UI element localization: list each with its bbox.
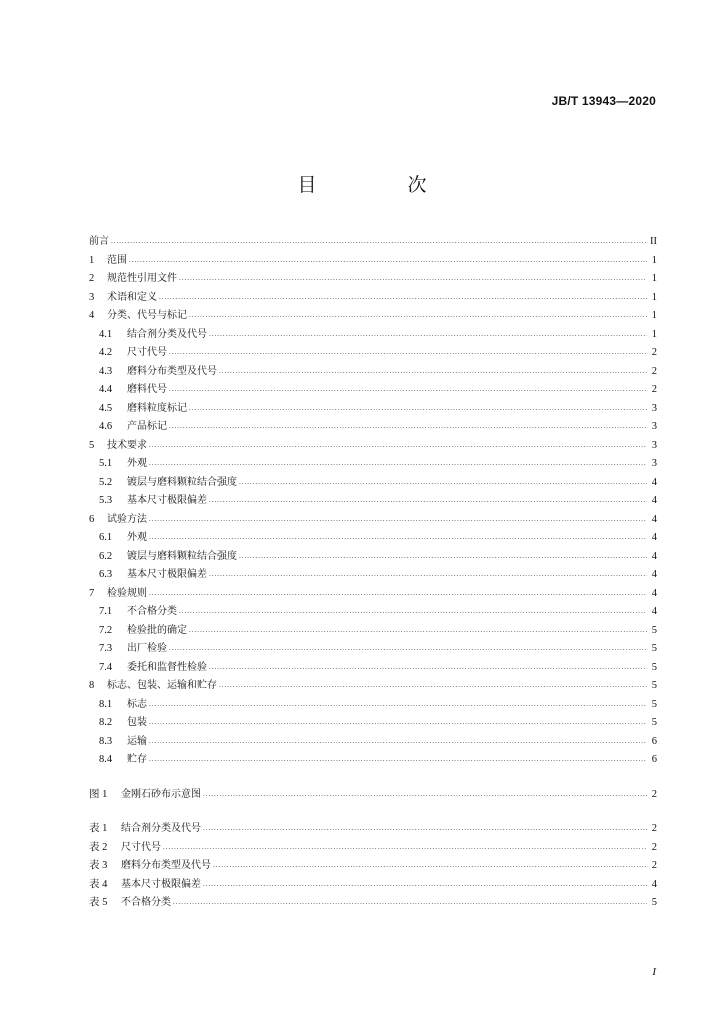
toc-dot-leader [219, 676, 647, 695]
toc-entry-number: 6.3 [99, 569, 113, 580]
toc-entry-label: 尺寸代号 [127, 347, 167, 358]
toc-dot-leader [239, 473, 647, 492]
toc-entry-page: 5 [651, 698, 657, 710]
toc-entry[interactable] [89, 820, 657, 839]
toc-entry-page: 2 [651, 841, 657, 853]
toc-entry[interactable] [89, 659, 657, 678]
toc-entry[interactable] [89, 437, 657, 456]
toc-entry-label: 外观 [127, 532, 147, 543]
toc-dot-leader [149, 454, 647, 473]
toc-dot-leader [149, 584, 647, 603]
toc-entry-page: 1 [651, 310, 657, 321]
toc-entry[interactable] [89, 418, 657, 437]
toc-entry-page: II [650, 236, 657, 247]
toc-entry-number: 7.4 [99, 661, 113, 673]
toc-entry-number: 表 1 [89, 823, 108, 834]
toc-entry-page: 5 [651, 717, 657, 728]
toc-entry-number: 4.2 [99, 347, 113, 358]
toc-entry-number: 5.2 [99, 476, 113, 488]
toc-entry-number: 8.4 [99, 754, 113, 765]
toc-dot-leader [169, 639, 647, 658]
toc-entry[interactable] [89, 603, 657, 622]
toc-entry-page: 4 [651, 569, 657, 580]
toc-dot-leader [169, 417, 647, 436]
toc-entry-label: 术语和定义 [107, 291, 157, 303]
toc-entry-number: 4 [89, 310, 95, 321]
toc-entry-number: 4.6 [99, 421, 113, 432]
table-of-contents [89, 233, 657, 913]
toc-entry-page: 6 [651, 754, 657, 765]
toc-entry-page: 1 [651, 254, 657, 266]
toc-entry-number: 5.1 [99, 458, 113, 469]
toc-entry[interactable] [89, 252, 657, 271]
toc-dot-leader [129, 251, 647, 270]
toc-dot-leader [149, 436, 647, 455]
toc-dot-leader [111, 232, 647, 251]
toc-entry-number: 6.2 [99, 550, 113, 562]
toc-dot-leader [179, 602, 647, 621]
toc-dot-leader [173, 893, 647, 912]
toc-entry-number: 8 [89, 680, 95, 691]
toc-entry[interactable] [89, 492, 657, 511]
toc-entry-label: 镀层与磨料颗粒结合强度 [127, 550, 237, 562]
toc-entry-number: 8.3 [99, 735, 113, 747]
toc-entry-label: 外观 [127, 458, 147, 469]
toc-entry-page: 2 [651, 788, 657, 800]
toc-entry-label: 磨料分布类型及代号 [121, 860, 211, 871]
toc-entry-page: 5 [651, 624, 657, 636]
toc-entry-number: 3 [89, 291, 95, 303]
toc-entry-page: 5 [651, 661, 657, 673]
toc-entry[interactable] [89, 677, 657, 696]
toc-entry-label: 试验方法 [107, 513, 147, 525]
toc-entry-page: 5 [651, 680, 657, 691]
toc-entry[interactable] [89, 696, 657, 715]
toc-entry-page: 1 [651, 273, 657, 284]
toc-entry-number: 8.2 [99, 717, 113, 728]
toc-entry-number: 表 4 [89, 878, 108, 890]
toc-entry[interactable] [89, 363, 657, 382]
toc-entry[interactable] [89, 585, 657, 604]
toc-entry[interactable] [89, 751, 657, 770]
toc-entry-number: 图 1 [89, 788, 108, 800]
toc-entry-page: 2 [651, 365, 657, 377]
toc-entry-number: 表 2 [89, 841, 108, 853]
toc-entry-label: 磨料代号 [127, 384, 167, 395]
toc-entry[interactable] [89, 876, 657, 895]
toc-entry[interactable] [89, 714, 657, 733]
toc-entry-number: 8.1 [99, 698, 113, 710]
toc-table-entries [89, 820, 657, 913]
toc-entry-number: 4.4 [99, 384, 113, 395]
toc-dot-leader [209, 658, 647, 677]
page-number: I [652, 966, 656, 978]
toc-dot-leader [149, 732, 647, 751]
toc-entry-number: 7.2 [99, 624, 113, 636]
toc-dot-leader [213, 856, 647, 875]
toc-entry-number: 1 [89, 254, 95, 266]
toc-entry-page: 3 [651, 439, 657, 451]
toc-entry-label: 镀层与磨料颗粒结合强度 [127, 476, 237, 488]
toc-entry-number: 4.5 [99, 402, 113, 414]
toc-entry-page: 5 [651, 643, 657, 654]
toc-dot-leader [169, 380, 647, 399]
toc-entry[interactable] [89, 786, 657, 805]
toc-entry-page: 4 [651, 476, 657, 488]
toc-entry[interactable] [89, 839, 657, 858]
toc-entry[interactable] [89, 511, 657, 530]
toc-entry[interactable] [89, 733, 657, 752]
toc-entry-page: 1 [651, 291, 657, 303]
toc-entry-label: 检验批的确定 [127, 624, 187, 636]
toc-entry-page: 1 [651, 328, 657, 340]
toc-entry-label: 规范性引用文件 [107, 273, 177, 284]
toc-entry-number: 表 5 [89, 897, 108, 908]
toc-entry-label: 金刚石砂布示意图 [121, 788, 201, 800]
toc-entry-page: 3 [651, 421, 657, 432]
toc-entry[interactable] [89, 894, 657, 913]
toc-dot-leader [149, 510, 647, 529]
toc-entry[interactable] [89, 474, 657, 493]
toc-dot-leader [163, 838, 647, 857]
toc-entry[interactable] [89, 381, 657, 400]
toc-title: 目 次 [297, 174, 463, 196]
toc-entry-page: 4 [651, 878, 657, 890]
toc-entry[interactable] [89, 233, 657, 252]
toc-entry[interactable] [89, 455, 657, 474]
toc-dot-leader [149, 713, 647, 732]
toc-entry[interactable] [89, 548, 657, 567]
toc-entry-page: 4 [651, 513, 657, 525]
toc-entry-label: 委托和监督性检验 [127, 661, 207, 673]
toc-entry-page: 5 [651, 897, 657, 908]
toc-entry-number: 表 3 [89, 860, 108, 871]
toc-entry-page: 4 [651, 532, 657, 543]
toc-entry-page: 3 [651, 402, 657, 414]
toc-dot-leader [203, 875, 647, 894]
toc-dot-leader [209, 565, 647, 584]
toc-entry-label: 范围 [107, 254, 127, 266]
toc-entry[interactable] [89, 640, 657, 659]
toc-entry-page: 2 [651, 347, 657, 358]
toc-entry[interactable] [89, 529, 657, 548]
toc-entry-page: 2 [651, 384, 657, 395]
toc-entry-number: 5.3 [99, 495, 113, 506]
toc-entry-label: 包装 [127, 717, 147, 728]
toc-dot-leader [203, 819, 647, 838]
toc-entry-label: 尺寸代号 [121, 841, 161, 853]
toc-gap [89, 804, 657, 820]
toc-entry-label: 磨料分布类型及代号 [127, 365, 217, 377]
toc-dot-leader [149, 528, 647, 547]
toc-entry-number: 6.1 [99, 532, 113, 543]
toc-entry[interactable] [89, 622, 657, 641]
toc-entry-label: 标志 [127, 698, 147, 710]
toc-entry[interactable] [89, 344, 657, 363]
toc-entry-label: 不合格分类 [121, 897, 171, 908]
toc-entry-number: 4.1 [99, 328, 113, 340]
toc-entry-label: 技术要求 [107, 439, 147, 451]
toc-entry[interactable] [89, 289, 657, 308]
toc-entry-page: 2 [651, 860, 657, 871]
toc-main-entries [89, 233, 657, 770]
toc-entry[interactable] [89, 307, 657, 326]
toc-entry-label: 分类、代号与标记 [107, 310, 187, 321]
toc-entry-number: 7 [89, 587, 95, 599]
toc-dot-leader [189, 399, 647, 418]
toc-entry[interactable] [89, 857, 657, 876]
toc-dot-leader [179, 269, 647, 288]
toc-gap [89, 770, 657, 786]
toc-entry-label: 基本尺寸极限偏差 [121, 878, 201, 890]
toc-entry[interactable] [89, 400, 657, 419]
toc-dot-leader [189, 621, 647, 640]
toc-entry-page: 4 [651, 606, 657, 617]
toc-entry-label: 产品标记 [127, 421, 167, 432]
toc-entry-number: 2 [89, 273, 95, 284]
toc-entry-page: 2 [651, 823, 657, 834]
toc-dot-leader [149, 750, 647, 769]
toc-entry-number: 5 [89, 439, 95, 451]
toc-dot-leader [189, 306, 647, 325]
toc-entry-number: 6 [89, 513, 95, 525]
toc-dot-leader [209, 491, 647, 510]
toc-dot-leader [203, 785, 647, 804]
toc-dot-leader [159, 288, 647, 307]
toc-entry-page: 4 [651, 550, 657, 562]
toc-entry[interactable] [89, 566, 657, 585]
toc-entry-label: 贮存 [127, 754, 147, 765]
toc-dot-leader [209, 325, 647, 344]
toc-entry-number: 7.1 [99, 606, 113, 617]
toc-entry-label: 运输 [127, 735, 147, 747]
toc-entry-label: 前言 [89, 236, 109, 247]
toc-figure-entries [89, 786, 657, 805]
standard-code: JB/T 13943—2020 [551, 94, 656, 108]
toc-entry-label: 基本尺寸极限偏差 [127, 569, 207, 580]
toc-entry-number: 7.3 [99, 643, 113, 654]
toc-dot-leader [149, 695, 647, 714]
toc-entry-page: 3 [651, 458, 657, 469]
toc-dot-leader [239, 547, 647, 566]
toc-entry[interactable] [89, 270, 657, 289]
toc-entry-page: 6 [651, 735, 657, 747]
toc-entry-label: 检验规则 [107, 587, 147, 599]
toc-entry-label: 基本尺寸极限偏差 [127, 495, 207, 506]
toc-entry-label: 磨料粒度标记 [127, 402, 187, 414]
toc-dot-leader [219, 362, 647, 381]
toc-entry-label: 结合剂分类及代号 [121, 823, 201, 834]
toc-entry-label: 结合剂分类及代号 [127, 328, 207, 340]
toc-entry-number: 4.3 [99, 365, 113, 377]
toc-entry-page: 4 [651, 587, 657, 599]
toc-entry-label: 不合格分类 [127, 606, 177, 617]
toc-entry[interactable] [89, 326, 657, 345]
toc-entry-label: 出厂检验 [127, 643, 167, 654]
toc-entry-page: 4 [651, 495, 657, 506]
toc-dot-leader [169, 343, 647, 362]
toc-entry-label: 标志、包装、运输和贮存 [107, 680, 217, 691]
